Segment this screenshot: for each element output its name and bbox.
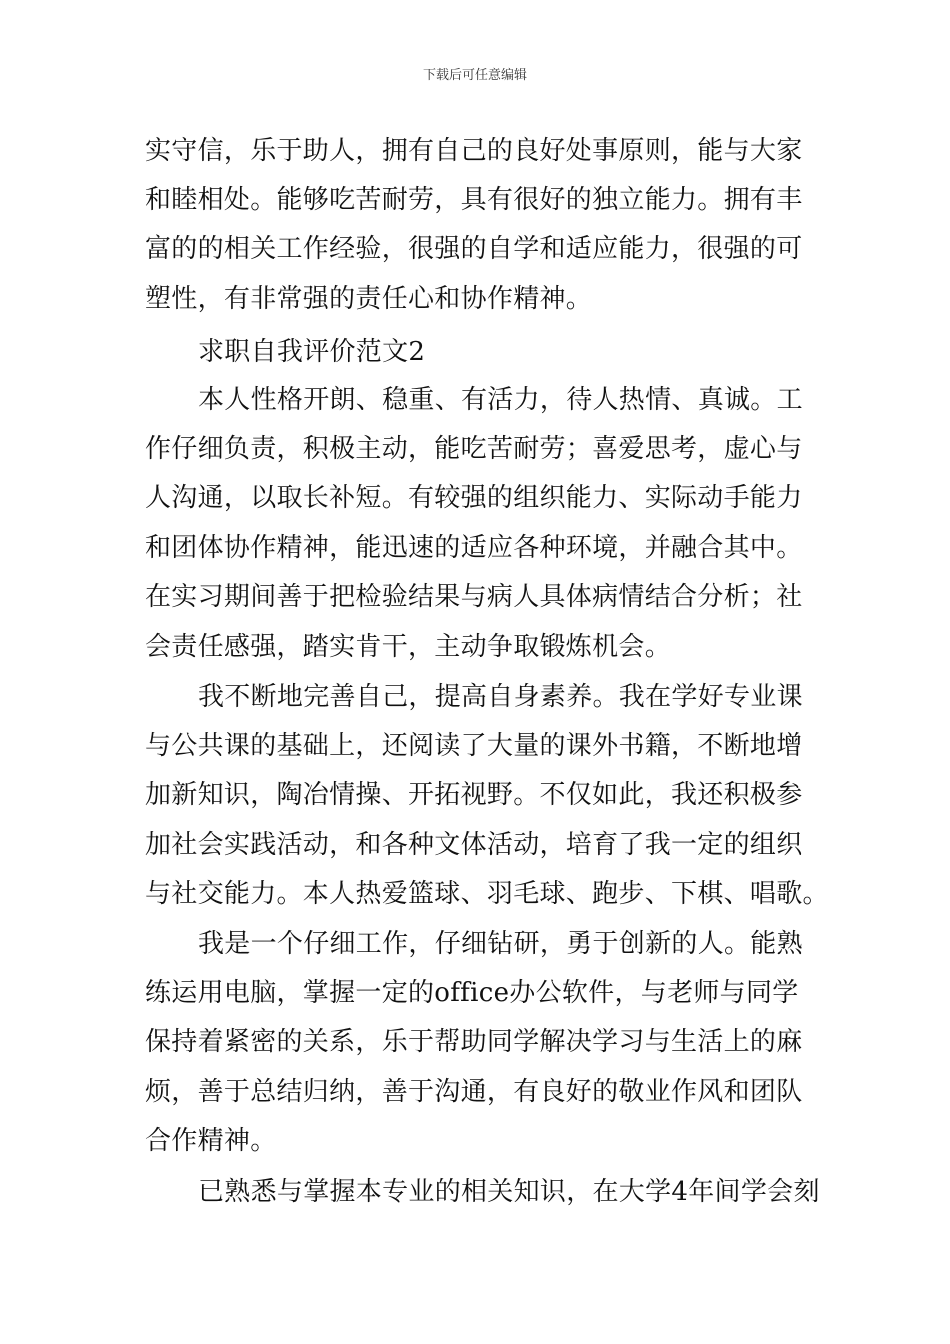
body-line-13: 与公共课的基础上，还阅读了大量的课外书籍，不断地增	[145, 731, 803, 761]
body-line-15: 加社会实践活动，和各种文体活动，培育了我一定的组织	[145, 830, 803, 860]
body-line-11: 会责任感强，踏实肯干，主动争取锻炼机会。	[145, 632, 672, 662]
section-heading: 求职自我评价范文2	[198, 337, 426, 367]
body-line-20: 烦，善于总结归纳，善于沟通，有良好的敬业作风和团队	[145, 1077, 803, 1107]
body-line-12: 我不断地完善自己，提高自身素养。我在学好专业课	[198, 682, 803, 712]
body-line-8: 人沟通，以取长补短。有较强的组织能力、实际动手能力	[145, 483, 803, 513]
body-line-14: 加新知识，陶冶情操、开拓视野。不仅如此，我还积极参	[145, 780, 803, 810]
body-line-10: 在实习期间善于把检验结果与病人具体病情结合分析；社	[145, 582, 803, 612]
body-line-21: 合作精神。	[145, 1126, 277, 1156]
body-line-17: 我是一个仔细工作，仔细钻研，勇于创新的人。能熟	[198, 929, 803, 959]
body-line-22: 已熟悉与掌握本专业的相关知识，在大学4年间学会刻	[198, 1177, 820, 1207]
body-line-2: 和睦相处。能够吃苦耐劳，具有很好的独立能力。拥有丰	[145, 185, 803, 215]
body-line-18: 练运用电脑，掌握一定的office办公软件，与老师与同学	[145, 978, 799, 1008]
body-line-7: 作仔细负责，积极主动，能吃苦耐劳；喜爱思考，虚心与	[145, 434, 803, 464]
body-line-19: 保持着紧密的关系，乐于帮助同学解决学习与生活上的麻	[145, 1027, 803, 1057]
body-line-6: 本人性格开朗、稳重、有活力，待人热情、真诚。工	[198, 385, 803, 415]
body-line-3: 富的的相关工作经验，很强的自学和适应能力，很强的可	[145, 234, 803, 264]
header-note: 下载后可任意编辑	[422, 68, 527, 83]
body-line-16: 与社交能力。本人热爱篮球、羽毛球、跑步、下棋、唱歌。	[145, 879, 829, 909]
body-line-1: 实守信，乐于助人，拥有自己的良好处事原则，能与大家	[145, 136, 803, 166]
body-line-9: 和团体协作精神，能迅速的适应各种环境，并融合其中。	[145, 533, 803, 563]
body-line-4: 塑性，有非常强的责任心和协作精神。	[145, 284, 593, 314]
